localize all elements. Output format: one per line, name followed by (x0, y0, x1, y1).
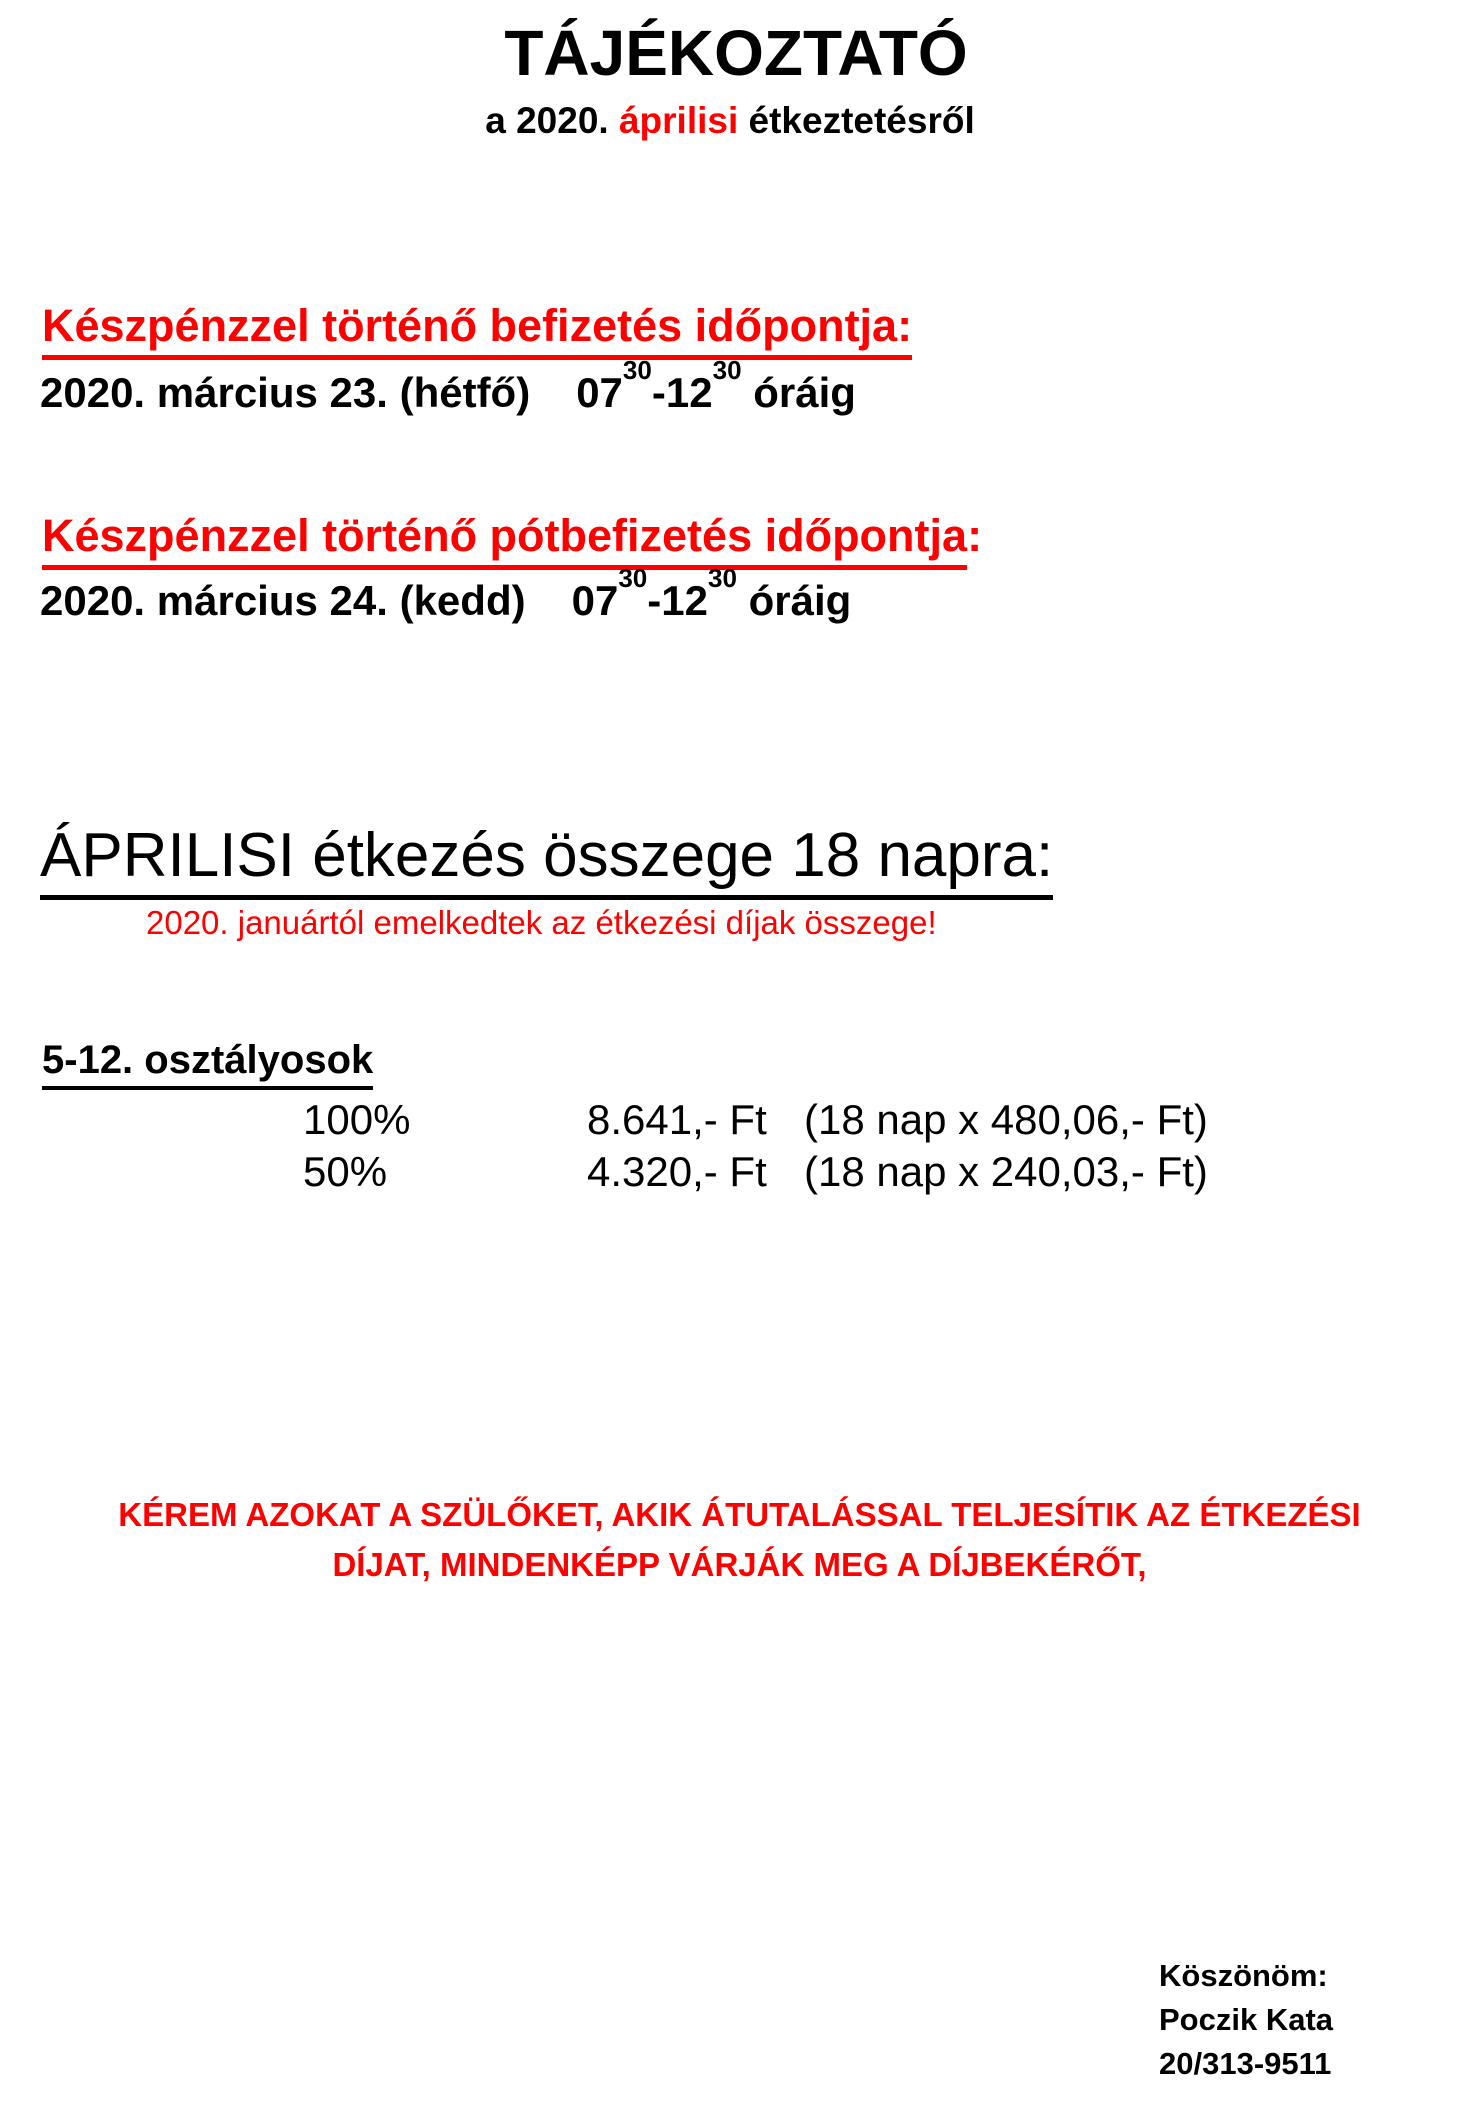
time-end-minutes: 30 (712, 354, 742, 385)
signature-block (1159, 1954, 1333, 2086)
time-start-minutes: 30 (622, 354, 652, 385)
price-row-100 (0, 1096, 1479, 1146)
cash-payment-date-line (40, 354, 856, 417)
time-end-minutes: 30 (708, 562, 737, 593)
price-amount: 4.320,- Ft (587, 1148, 767, 1195)
time-dash: - (647, 577, 662, 624)
time-start-hour: 07 (576, 369, 623, 416)
time-end-hour: 12 (665, 369, 713, 416)
grade-group-heading-text: 5-12. osztályosok (42, 1038, 373, 1090)
transfer-notice-line1: KÉREM AZOKAT A SZÜLŐKET, AKIK ÁTUTALÁSSAL TELJESÍTIK AZ ÉTKEZÉSI (118, 1496, 1361, 1533)
page-title: TÁJÉKOZTATÓ (504, 17, 968, 89)
signature-phone: 20/313-9511 (1159, 2046, 1332, 2081)
payment-time (576, 354, 856, 416)
price-detail: (18 nap x 240,03,- Ft) (804, 1148, 1208, 1195)
cash-payment-heading-text: Készpénzzel történő befizetés időpontja: (42, 300, 912, 360)
late-payment-time (571, 562, 852, 624)
time-suffix: óráig (736, 577, 852, 624)
subtitle-prefix: a 2020. (485, 100, 619, 141)
late-payment-date: 2020. március 24. (kedd) (40, 577, 526, 624)
price-row-50 (0, 1148, 1479, 1198)
page-subtitle (0, 100, 1460, 142)
late-payment-date-line (40, 562, 852, 625)
subtitle-suffix: étkeztetésről (738, 100, 975, 141)
payment-date: 2020. március 23. (hétfő) (40, 369, 531, 416)
price-amount: 8.641,- Ft (587, 1096, 767, 1143)
cash-payment-heading (42, 300, 912, 360)
price-percent: 100% (303, 1096, 411, 1143)
time-start-hour: 07 (571, 577, 619, 624)
time-end-hour: 12 (661, 577, 708, 624)
late-payment-heading (42, 510, 982, 570)
signature-name: Poczik Kata (1159, 2002, 1334, 2037)
grade-group-heading (42, 1038, 373, 1090)
signature-thanks: Köszönöm: (1159, 1958, 1328, 1993)
time-start-minutes: 30 (618, 562, 648, 593)
subtitle-highlight: áprilisi (618, 100, 739, 141)
april-total-heading (40, 820, 1053, 900)
price-percent: 50% (303, 1148, 388, 1195)
transfer-notice (0, 1490, 1479, 1590)
april-total-heading-text: ÁPRILISI étkezés összege 18 napra: (40, 820, 1053, 900)
price-detail: (18 nap x 480,06,- Ft) (804, 1096, 1208, 1143)
late-payment-heading-text: Készpénzzel történő pótbefizetés időpontja (42, 510, 967, 570)
time-dash: - (651, 369, 666, 416)
time-suffix: óráig (741, 369, 856, 416)
transfer-notice-line2: DÍJAT, MINDENKÉPP VÁRJÁK MEG A DÍJBEKÉRŐT, (332, 1546, 1147, 1583)
late-payment-heading-colon: : (967, 510, 983, 561)
price-increase-note: 2020. januártól emelkedtek az étkezési díjak összege! (146, 904, 937, 941)
